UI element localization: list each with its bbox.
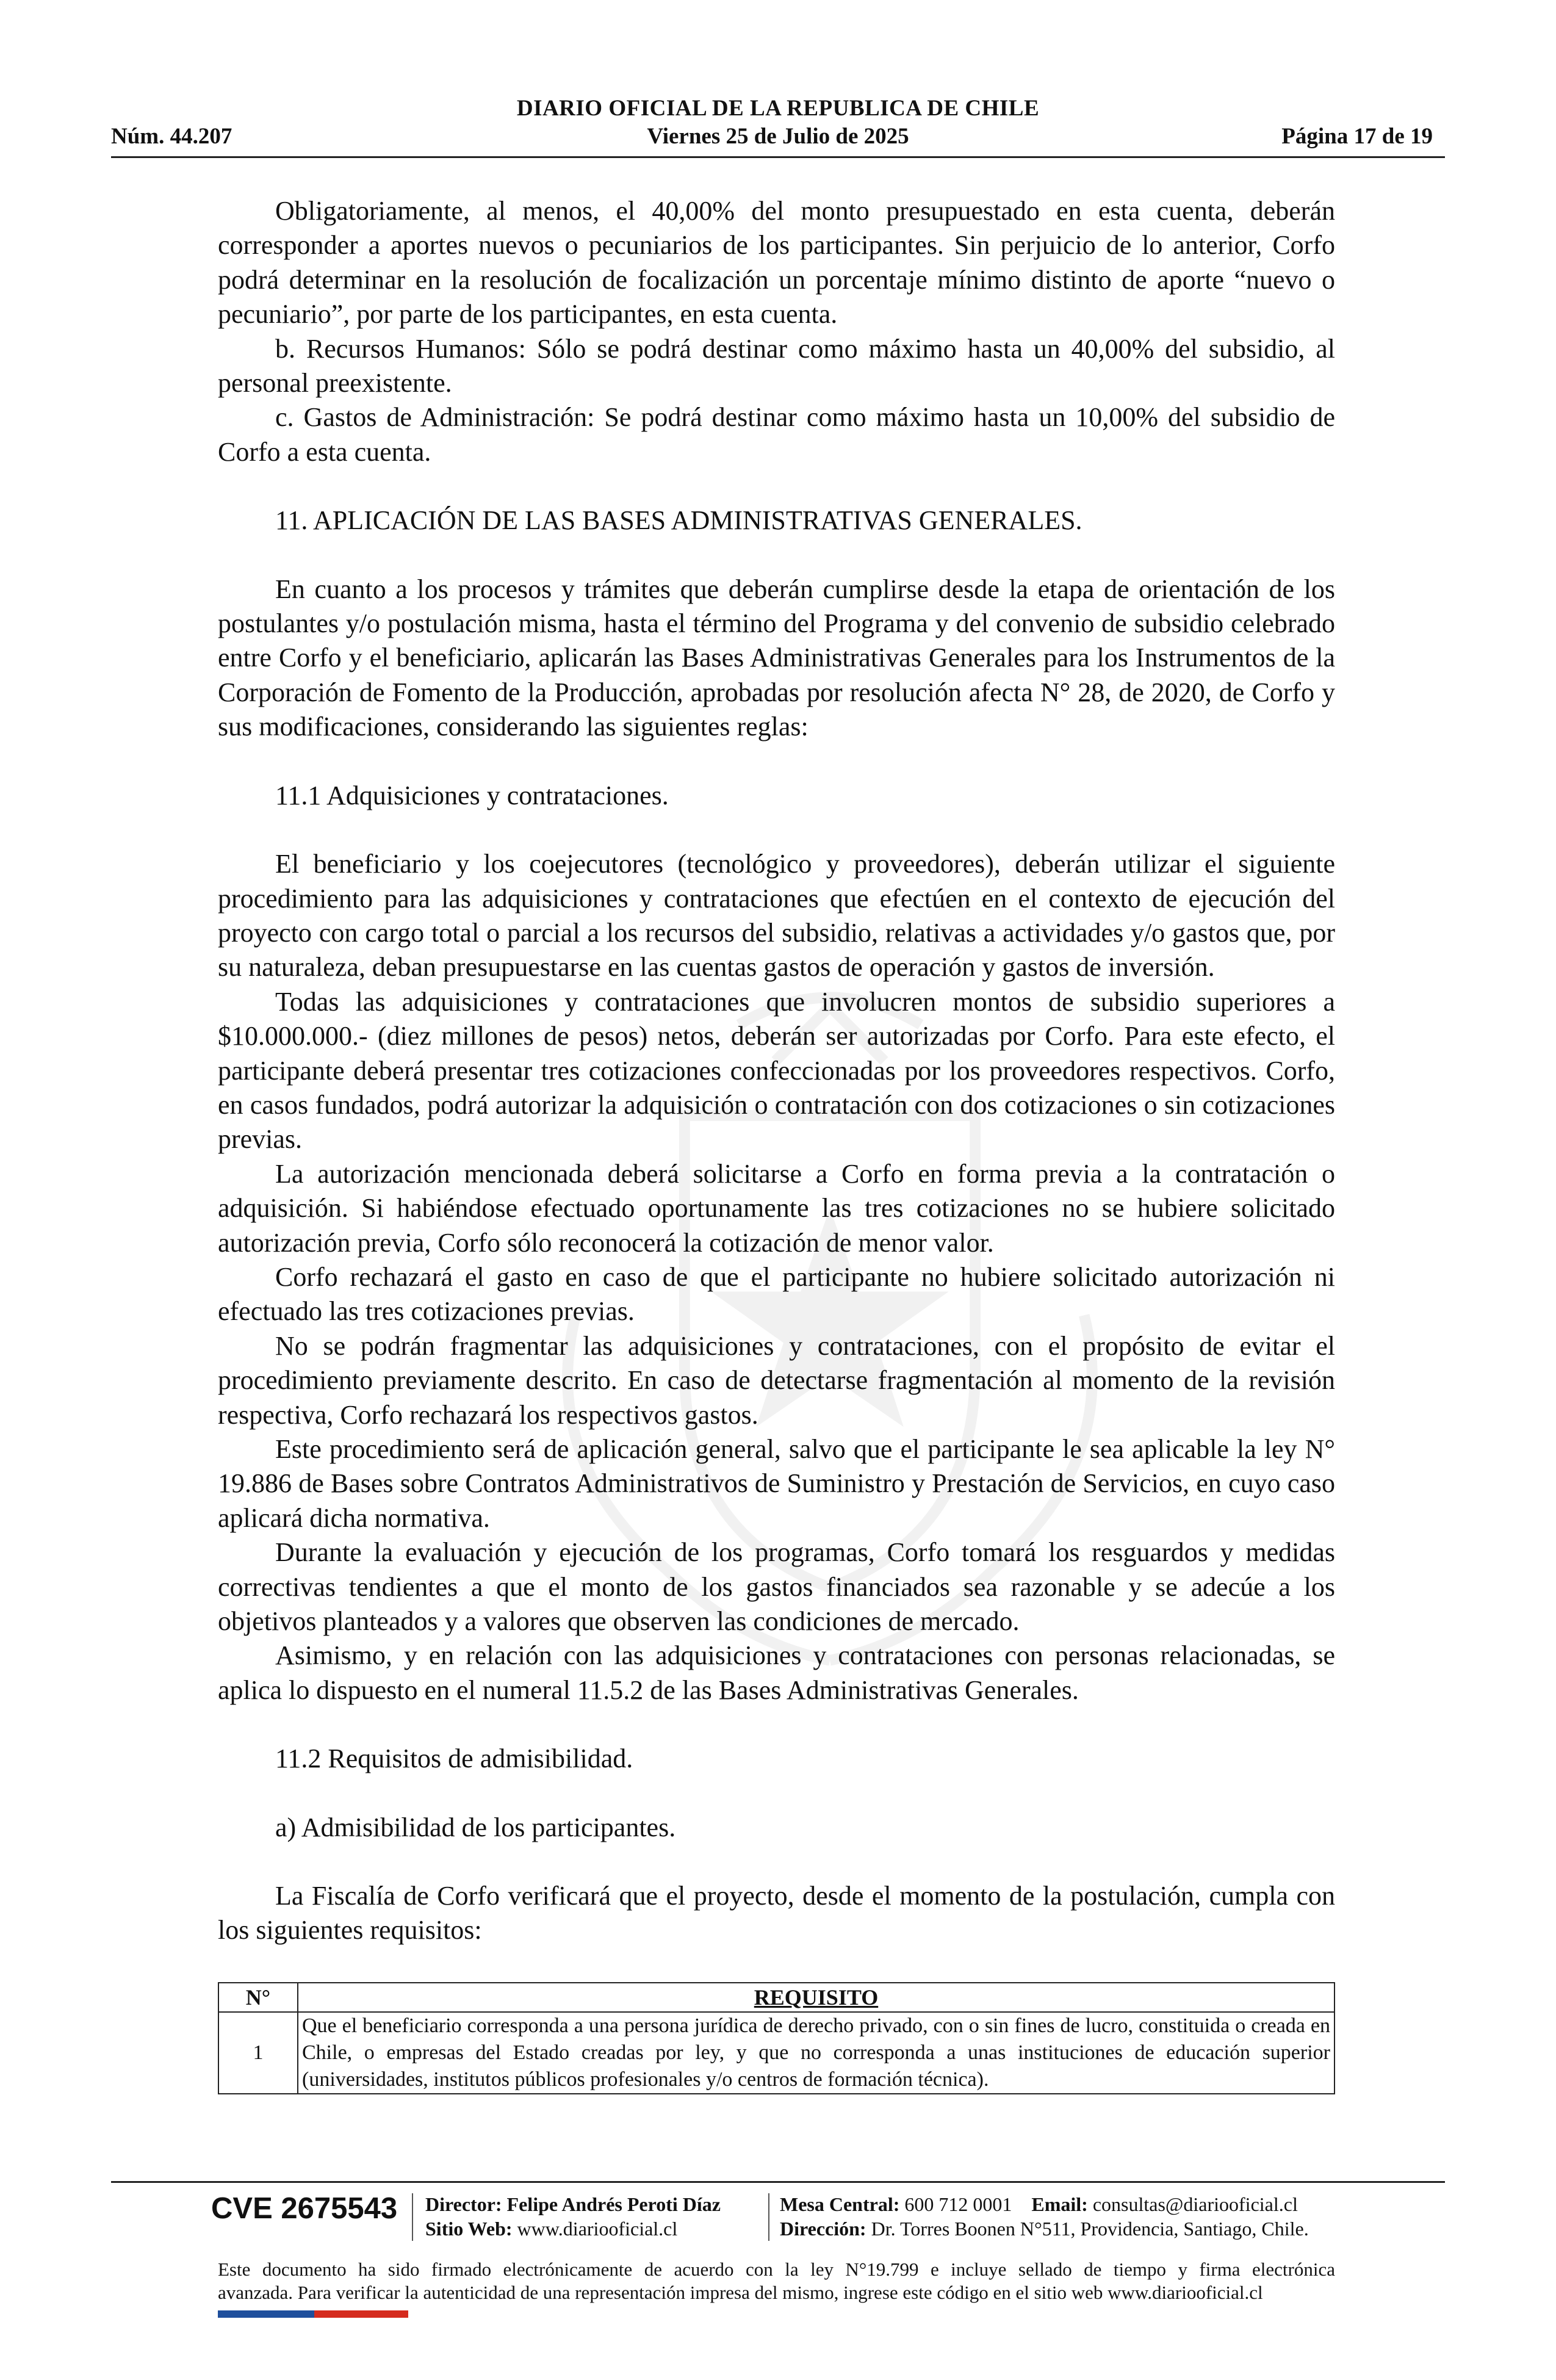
paragraph: b. Recursos Humanos: Sólo se podrá destinar como máximo hasta un 40,00% del subsidio, al personal preexistente. [218,333,1335,398]
email-label: Email: [1031,2193,1088,2215]
paragraph: Asimismo, y en relación con las adquisiciones y contrataciones con personas relacionadas, se aplica lo dispuesto en el numeral 11.5.2 de las Bases Administrativas Generales. [218,1640,1335,1705]
table-header-row [218,1983,1334,2012]
page-indicator: Página 17 de 19 [1281,124,1433,149]
legal-line: Este documento ha sido firmado electrónicamente de acuerdo con la ley N°19.799 e incluye sellado de tiempo y firma electrónica [218,2259,1335,2280]
footer-separator [768,2193,769,2241]
table-row [218,2012,1334,2094]
row-number: 1 [218,2012,298,2094]
subsection-heading-a: a) Admisibilidad de los participantes. [275,1812,676,1842]
footer-director-block [425,2192,721,2241]
section-heading-11-1: 11.1 Adquisiciones y contrataciones. [275,780,669,810]
email-link[interactable]: consultas@diariooficial.cl [1092,2193,1298,2215]
cve-code: CVE 2675543 [211,2192,398,2225]
mesa-label: Mesa Central: [780,2193,900,2215]
newspaper-title: DIARIO OFICIAL DE LA REPUBLICA DE CHILE [516,96,1040,121]
flag-bar-blue [218,2310,314,2318]
footer-divider [111,2181,1445,2183]
column-header-number: N° [218,1983,298,2012]
document-body [218,194,1335,2094]
legal-notice [218,2258,1335,2304]
header-divider [111,156,1445,158]
site-link[interactable]: www.diariooficial.cl [517,2218,678,2240]
paragraph: Todas las adquisiciones y contrataciones que involucren montos de subsidio superiores a $10.000.000.- (diez millones de pesos) netos, deberán ser autorizadas por Corfo. Para este efecto, el participante deberá presentar tres cotizaciones confeccionadas por los proveedores respectivos. Corfo, en casos fundados, podrá autorizar la adquisición o contratación con dos cotizaciones o sin cotizaciones previas. [218,986,1335,1155]
paragraph: No se podrán fragmentar las adquisiciones y contrataciones, con el propósito de evitar el procedimiento previamente descrito. En caso de detectarse fragmentación al momento de la revisión respectiva, Corfo rechazará los respectivos gastos. [218,1330,1335,1430]
paragraph: Corfo rechazará el gasto en caso de que el participante no hubiere solicitado autorización ni efectuado las tres cotizaciones previas. [218,1261,1335,1327]
footer-contact-block [780,2192,1309,2241]
paragraph: En cuanto a los procesos y trámites que deberán cumplirse desde la etapa de orientación de los postulantes y/o postulación misma, hasta el término del Programa y del convenio de subsidio celebrado entre Corfo y el beneficiario, aplicarán las Bases Administrativas Generales para los Instrumentos de la Corporación de Fomento de la Producción, aprobadas por resolución afecta N° 28, de 2020, de Corfo y sus modificaciones, considerando las siguientes reglas: [218,574,1335,742]
flag-bar-red [314,2310,408,2318]
mesa-phone: 600 712 0001 [904,2193,1012,2215]
legal-line: avanzada. Para verificar la autenticidad de una representación impresa del mismo, ingrese este código en el sitio web www.diariooficial.cl [218,2282,1263,2303]
requirements-table [218,1982,1335,2094]
column-header-requirement: REQUISITO [298,1983,1334,2012]
section-heading-11: 11. APLICACIÓN DE LAS BASES ADMINISTRATIVAS GENERALES. [275,505,1082,536]
paragraph: El beneficiario y los coejecutores (tecnológico y proveedores), deberán utilizar el siguiente procedimiento para las adquisiciones y contrataciones que efectúen en el contexto de ejecución del proyecto con cargo total o parcial a los recursos del subsidio, relativas a actividades y/o gastos que, por su naturaleza, deban presupuestarse en las cuentas gastos de operación y gastos de inversión. [218,849,1335,983]
address-value: Dr. Torres Boonen N°511, Providencia, Santiago, Chile. [871,2218,1309,2240]
director-label: Director: [425,2193,502,2215]
paragraph: Durante la evaluación y ejecución de los programas, Corfo tomará los resguardos y medidas correctivas tendientes a que el monto de los gastos financiados sea razonable y se adecúe a los objetivos planteados y a valores que observen las condiciones de mercado. [218,1537,1335,1637]
paragraph: La autorización mencionada deberá solicitarse a Corfo en forma previa a la contratación o adquisición. Si habiéndose efectuado oportunamente las tres cotizaciones no se hubiere solicitado autorización previa, Corfo sólo reconocerá la cotización de menor valor. [218,1158,1335,1258]
site-label: Sitio Web: [425,2218,513,2240]
paragraph: Obligatoriamente, al menos, el 40,00% del monto presupuestado en esta cuenta, deberán corresponder a aportes nuevos o pecuniarios de los participantes. Sin perjuicio de lo anterior, Corfo podrá determinar en la resolución de focalización un porcentaje mínimo distinto de aporte “nuevo o pecuniario”, por parte de los participantes, en esta cuenta. [218,196,1335,330]
issue-number: Núm. 44.207 [111,124,232,149]
section-heading-11-2: 11.2 Requisitos de admisibilidad. [275,1744,633,1774]
row-requirement-text: Que el beneficiario corresponda a una persona jurídica de derecho privado, con o sin fines de lucro, constituida o creada en Chile, o empresas del Estado creadas por ley, y que no corresponda a unas instituciones de educación superior (universidades, institutos públicos profesionales y/o centros de formación técnica). [298,2012,1334,2094]
footer-separator [412,2193,413,2241]
paragraph: La Fiscalía de Corfo verificará que el proyecto, desde el momento de la postulación, cumpla con los siguientes requisitos: [218,1881,1335,1945]
address-label: Dirección: [780,2218,866,2240]
director-name: Felipe Andrés Peroti Díaz [506,2193,721,2215]
paragraph: c. Gastos de Administración: Se podrá destinar como máximo hasta un 10,00% del subsidio de Corfo a esta cuenta. [218,402,1335,467]
issue-date: Viernes 25 de Julio de 2025 [647,124,909,149]
paragraph: Este procedimiento será de aplicación general, salvo que el participante le sea aplicable la ley N° 19.886 de Bases sobre Contratos Administrativos de Suministro y Prestación de Servicios, en cuyo caso aplicará dicha normativa. [218,1434,1335,1533]
